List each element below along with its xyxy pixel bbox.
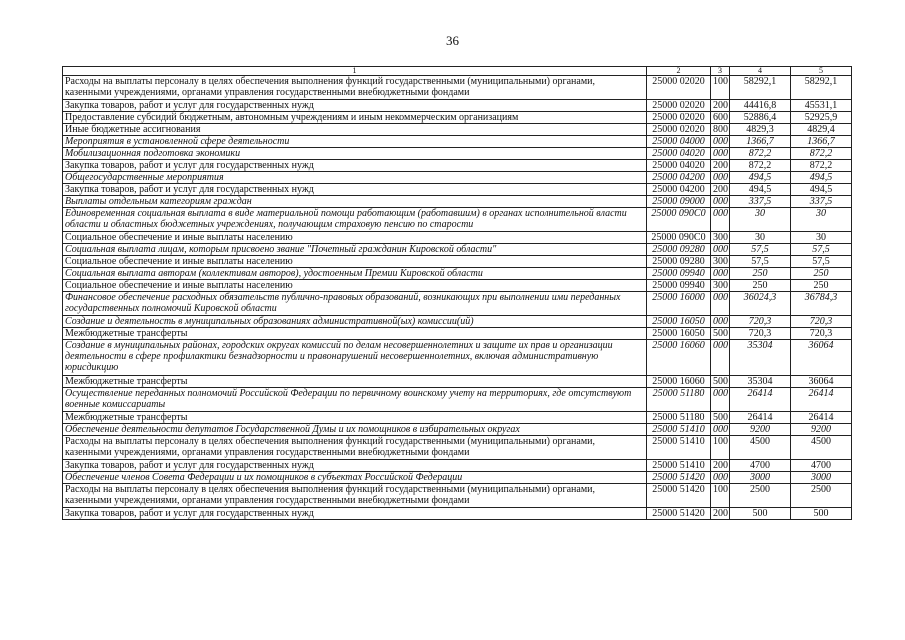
target-code: 25000 04200: [647, 184, 711, 196]
expense-type: 000: [711, 208, 730, 232]
amount-year-1: 494,5: [730, 184, 791, 196]
target-code: 25000 02020: [647, 112, 711, 124]
target-code: 25000 04020: [647, 160, 711, 172]
amount-year-2: 250: [791, 268, 852, 280]
amount-year-1: 2500: [730, 484, 791, 508]
expense-type: 000: [711, 316, 730, 328]
target-code: 25000 51420: [647, 508, 711, 520]
expense-type: 000: [711, 292, 730, 316]
target-code: 25000 16050: [647, 328, 711, 340]
row-name: Обеспечение деятельности депутатов Государственной Думы и их помощников в избирательных округах: [63, 424, 647, 436]
amount-year-1: 9200: [730, 424, 791, 436]
expense-type: 200: [711, 160, 730, 172]
amount-year-2: 720,3: [791, 316, 852, 328]
row-name: Межбюджетные трансферты: [63, 412, 647, 424]
expense-type: 000: [711, 424, 730, 436]
table-row: [63, 328, 852, 340]
expense-type: 000: [711, 388, 730, 412]
amount-year-2: 36784,3: [791, 292, 852, 316]
amount-year-2: 30: [791, 208, 852, 232]
table-row: [63, 460, 852, 472]
row-name: Закупка товаров, работ и услуг для государственных нужд: [63, 100, 647, 112]
table-row: [63, 148, 852, 160]
target-code: 25000 51410: [647, 436, 711, 460]
amount-year-2: 57,5: [791, 244, 852, 256]
row-name: Закупка товаров, работ и услуг для государственных нужд: [63, 460, 647, 472]
expense-type: 100: [711, 76, 730, 100]
table-row: [63, 124, 852, 136]
amount-year-2: 30: [791, 232, 852, 244]
amount-year-1: 250: [730, 268, 791, 280]
table-row: [63, 424, 852, 436]
row-name: Финансовое обеспечение расходных обязательств публично-правовых образований, возникающих при выполнении ими переданных государственных полномочий Кировской области: [63, 292, 647, 316]
expense-type: 000: [711, 196, 730, 208]
amount-year-2: 52925,9: [791, 112, 852, 124]
expense-type: 200: [711, 508, 730, 520]
row-name: Мобилизационная подготовка экономики: [63, 148, 647, 160]
expense-type: 200: [711, 100, 730, 112]
row-name: Предоставление субсидий бюджетным, автономным учреждениям и иным некоммерческим организациям: [63, 112, 647, 124]
column-number: 3: [711, 67, 730, 76]
target-code: 25000 16060: [647, 376, 711, 388]
table-row: [63, 388, 852, 412]
target-code: 25000 090С0: [647, 208, 711, 232]
column-number: 1: [63, 67, 647, 76]
column-number: 4: [730, 67, 791, 76]
row-name: Единовременная социальная выплата в виде материальной помощи работающим (работавшим) в органах исполнительной власти области и областных бюджетных учреждениях, получающим страховую пенсию по старости: [63, 208, 647, 232]
amount-year-1: 872,2: [730, 160, 791, 172]
amount-year-1: 3000: [730, 472, 791, 484]
row-name: Мероприятия в установленной сфере деятельности: [63, 136, 647, 148]
row-name: Закупка товаров, работ и услуг для государственных нужд: [63, 508, 647, 520]
target-code: 25000 16060: [647, 340, 711, 376]
target-code: 25000 09280: [647, 244, 711, 256]
amount-year-1: 57,5: [730, 256, 791, 268]
expense-type: 000: [711, 244, 730, 256]
row-name: Общегосударственные мероприятия: [63, 172, 647, 184]
amount-year-1: 26414: [730, 388, 791, 412]
amount-year-2: 4829,4: [791, 124, 852, 136]
amount-year-2: 1366,7: [791, 136, 852, 148]
amount-year-2: 872,2: [791, 148, 852, 160]
target-code: 25000 02020: [647, 124, 711, 136]
expense-type: 300: [711, 232, 730, 244]
row-name: Межбюджетные трансферты: [63, 328, 647, 340]
table-row: [63, 244, 852, 256]
target-code: 25000 16050: [647, 316, 711, 328]
amount-year-1: 1366,7: [730, 136, 791, 148]
amount-year-1: 35304: [730, 376, 791, 388]
table-row: [63, 136, 852, 148]
amount-year-2: 26414: [791, 412, 852, 424]
target-code: 25000 04000: [647, 136, 711, 148]
table-row: [63, 412, 852, 424]
expense-type: 200: [711, 460, 730, 472]
table-row: [63, 340, 852, 376]
table-row: [63, 160, 852, 172]
row-name: Расходы на выплаты персоналу в целях обеспечения выполнения функций государственными (муниципальными) органами, казенными учреждениями, органами управления государственными внебюджетными фондами: [63, 484, 647, 508]
amount-year-2: 494,5: [791, 184, 852, 196]
amount-year-1: 4829,3: [730, 124, 791, 136]
amount-year-2: 337,5: [791, 196, 852, 208]
expense-type: 000: [711, 472, 730, 484]
amount-year-1: 35304: [730, 340, 791, 376]
amount-year-1: 52886,4: [730, 112, 791, 124]
table-row: [63, 184, 852, 196]
amount-year-1: 500: [730, 508, 791, 520]
target-code: 25000 51180: [647, 412, 711, 424]
amount-year-1: 872,2: [730, 148, 791, 160]
amount-year-2: 36064: [791, 376, 852, 388]
table-row: [63, 316, 852, 328]
target-code: 25000 04200: [647, 172, 711, 184]
amount-year-2: 4500: [791, 436, 852, 460]
row-name: Расходы на выплаты персоналу в целях обеспечения выполнения функций государственными (муниципальными) органами, казенными учреждениями, органами управления государственными внебюджетными фондами: [63, 436, 647, 460]
amount-year-1: 494,5: [730, 172, 791, 184]
table-row: [63, 472, 852, 484]
amount-year-2: 250: [791, 280, 852, 292]
amount-year-2: 58292,1: [791, 76, 852, 100]
amount-year-2: 3000: [791, 472, 852, 484]
target-code: 25000 51420: [647, 472, 711, 484]
table-row: [63, 508, 852, 520]
row-name: Социальное обеспечение и иные выплаты населению: [63, 256, 647, 268]
expense-type: 000: [711, 172, 730, 184]
expense-type: 000: [711, 148, 730, 160]
table-row: [63, 256, 852, 268]
table-row: [63, 376, 852, 388]
amount-year-2: 36064: [791, 340, 852, 376]
table-row: [63, 292, 852, 316]
column-number-row: [63, 67, 852, 76]
amount-year-1: 36024,3: [730, 292, 791, 316]
expense-type: 000: [711, 340, 730, 376]
amount-year-2: 45531,1: [791, 100, 852, 112]
amount-year-1: 250: [730, 280, 791, 292]
amount-year-1: 44416,8: [730, 100, 791, 112]
amount-year-1: 4700: [730, 460, 791, 472]
table-row: [63, 232, 852, 244]
column-number: 5: [791, 67, 852, 76]
amount-year-1: 30: [730, 208, 791, 232]
page-number: 36: [446, 33, 459, 48]
table-row: [63, 268, 852, 280]
target-code: 25000 16000: [647, 292, 711, 316]
expense-type: 200: [711, 184, 730, 196]
amount-year-2: 720,3: [791, 328, 852, 340]
expense-type: 000: [711, 268, 730, 280]
row-name: Создание и деятельность в муниципальных образованиях административной(ых) комиссии(ий): [63, 316, 647, 328]
table-row: [63, 436, 852, 460]
amount-year-1: 26414: [730, 412, 791, 424]
row-name: Выплаты отдельным категориям граждан: [63, 196, 647, 208]
row-name: Иные бюджетные ассигнования: [63, 124, 647, 136]
amount-year-1: 720,3: [730, 328, 791, 340]
row-name: Осуществление переданных полномочий Российской Федерации по первичному воинскому учету на территориях, где отсутствуют военные комиссариаты: [63, 388, 647, 412]
target-code: 25000 090С0: [647, 232, 711, 244]
target-code: 25000 09940: [647, 280, 711, 292]
expense-type: 100: [711, 484, 730, 508]
amount-year-1: 57,5: [730, 244, 791, 256]
amount-year-2: 4700: [791, 460, 852, 472]
target-code: 25000 02020: [647, 76, 711, 100]
expense-type: 000: [711, 136, 730, 148]
expense-type: 500: [711, 376, 730, 388]
row-name: Закупка товаров, работ и услуг для государственных нужд: [63, 184, 647, 196]
table-row: [63, 280, 852, 292]
amount-year-2: 872,2: [791, 160, 852, 172]
table-row: [63, 484, 852, 508]
target-code: 25000 51410: [647, 460, 711, 472]
target-code: 25000 51410: [647, 424, 711, 436]
amount-year-2: 500: [791, 508, 852, 520]
expense-type: 500: [711, 412, 730, 424]
expense-type: 300: [711, 280, 730, 292]
row-name: Социальная выплата авторам (коллективам авторов), удостоенным Премии Кировской области: [63, 268, 647, 280]
amount-year-1: 58292,1: [730, 76, 791, 100]
target-code: 25000 09940: [647, 268, 711, 280]
row-name: Межбюджетные трансферты: [63, 376, 647, 388]
budget-table: [62, 66, 852, 520]
expense-type: 100: [711, 436, 730, 460]
row-name: Социальное обеспечение и иные выплаты населению: [63, 280, 647, 292]
row-name: Закупка товаров, работ и услуг для государственных нужд: [63, 160, 647, 172]
expense-type: 500: [711, 328, 730, 340]
amount-year-2: 2500: [791, 484, 852, 508]
expense-type: 600: [711, 112, 730, 124]
row-name: Расходы на выплаты персоналу в целях обеспечения выполнения функций государственными (муниципальными) органами, казенными учреждениями, органами управления государственными внебюджетными фондами: [63, 76, 647, 100]
row-name: Социальная выплата лицам, которым присвоено звание "Почетный гражданин Кировской области": [63, 244, 647, 256]
amount-year-2: 494,5: [791, 172, 852, 184]
expense-type: 300: [711, 256, 730, 268]
expense-type: 800: [711, 124, 730, 136]
row-name: Обеспечение членов Совета Федерации и их помощников в субъектах Российской Федерации: [63, 472, 647, 484]
row-name: Создание в муниципальных районах, городских округах комиссий по делам несовершеннолетних и защите их прав и организации деятельности в сфере профилактики безнадзорности и правонарушений несовершеннолетних, включая административную юрисдикцию: [63, 340, 647, 376]
table-row: [63, 172, 852, 184]
target-code: 25000 09280: [647, 256, 711, 268]
table-row: [63, 196, 852, 208]
table-row: [63, 76, 852, 100]
table-row: [63, 112, 852, 124]
target-code: 25000 09000: [647, 196, 711, 208]
table-row: [63, 100, 852, 112]
table-row: [63, 208, 852, 232]
row-name: Социальное обеспечение и иные выплаты населению: [63, 232, 647, 244]
target-code: 25000 02020: [647, 100, 711, 112]
target-code: 25000 51180: [647, 388, 711, 412]
amount-year-1: 30: [730, 232, 791, 244]
amount-year-2: 26414: [791, 388, 852, 412]
amount-year-1: 720,3: [730, 316, 791, 328]
target-code: 25000 51420: [647, 484, 711, 508]
amount-year-1: 4500: [730, 436, 791, 460]
amount-year-2: 57,5: [791, 256, 852, 268]
amount-year-2: 9200: [791, 424, 852, 436]
target-code: 25000 04020: [647, 148, 711, 160]
amount-year-1: 337,5: [730, 196, 791, 208]
column-number: 2: [647, 67, 711, 76]
